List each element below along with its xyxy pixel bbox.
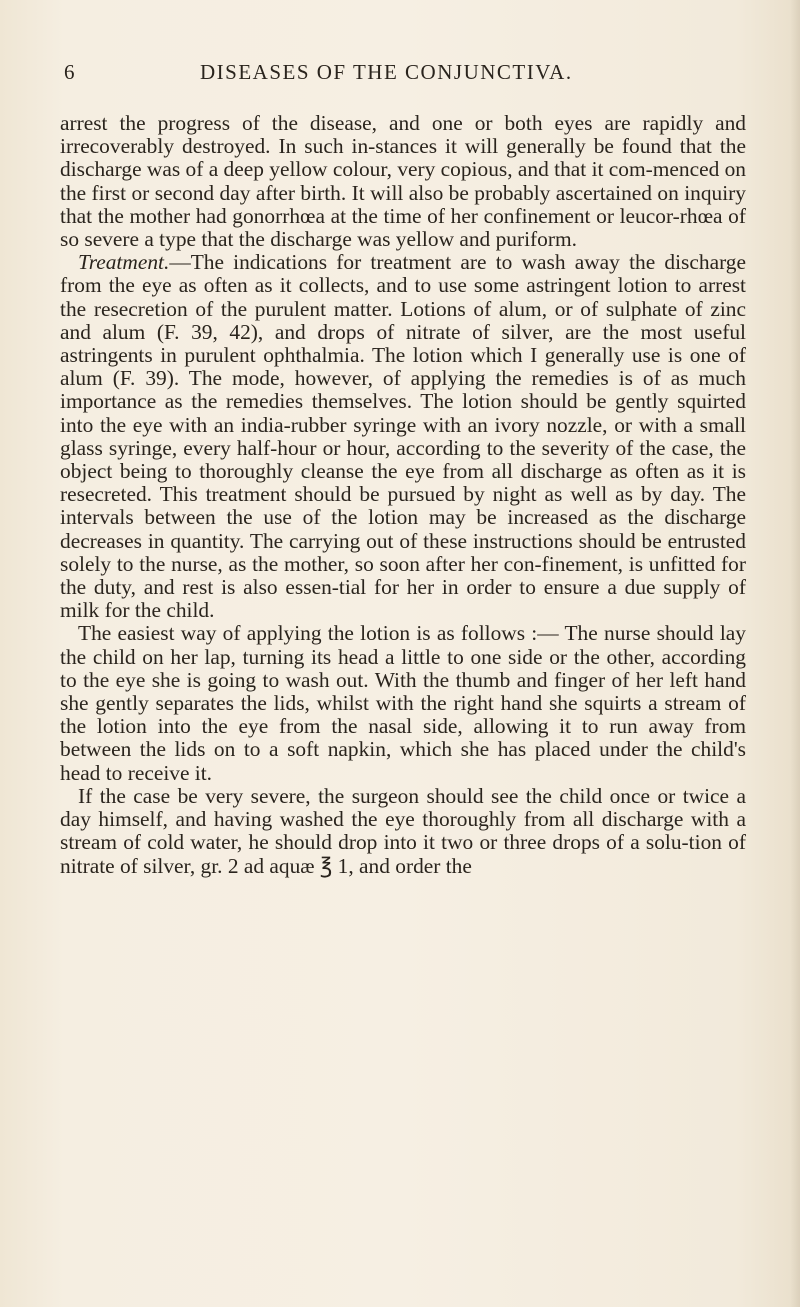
- paragraph-lotion-method: [60, 622, 746, 784]
- paragraph-severe-case: [60, 785, 746, 878]
- running-title: DISEASES OF THE CONJUNCTIVA.: [200, 60, 573, 84]
- page-number: 6: [64, 60, 75, 84]
- section-heading-treatment: Treatment.: [78, 250, 170, 275]
- paragraph-continuation: [60, 112, 746, 251]
- paragraph-text: —The indications for treatment are to wash away the discharge from the eye as often as it collects, and to use some astringent lotion to arrest the resecretion of the purulent matter. Lotions of alum, or of sulphate of zinc and alum (F. 39, 42), and drops of nitrate of silver, are the most useful astringents in purulent ophthalmia. The lotion which I generally use is one of alum (F. 39). The mode, however, of applying the remedies is of as much importance as the remedies themselves. The lotion should be gently squirted into the eye with an india-rubber syringe with an ivory nozzle, or with a small glass syringe, every half-hour or hour, according to the severity of the case, the object being to thoroughly cleanse the eye from all discharge as often as it is resecreted. This treatment should be pursued by night as well as by day. The intervals between the use of the lotion may be increased as the discharge decreases in quantity. The carrying out of these instructions should be entrusted solely to the nurse, as the mother, so soon after her con-finement, is unfitted for the duty, and rest is also essen-tial for her in order to ensure a due supply of milk for the child.: [60, 250, 746, 623]
- paragraph-text: If the case be very severe, the surgeon should see the child once or twice a day himself, and having washed the eye thoroughly from all discharge with a stream of cold water, he should drop into it two or three drops of a solu-tion of nitrate of silver, gr. 2 ad aquæ ℥ 1, and order the: [60, 783, 746, 878]
- page-edge-shadow: [790, 0, 800, 1307]
- body-text: [60, 112, 746, 878]
- running-head: [52, 60, 752, 86]
- paragraph-treatment: [60, 251, 746, 622]
- paragraph-text: arrest the progress of the disease, and one or both eyes are rapidly and irrecoverably destroyed. In such in-stances it will generally be found that the discharge was of a deep yellow colour, very copious, and that it com-menced on the first or second day after birth. It will also be probably ascertained on inquiry that the mother had gonorrhœa at the time of her confinement or leucor-rhœa of so severe a type that the discharge was yellow and puriform.: [60, 111, 747, 252]
- paragraph-text: The easiest way of applying the lotion is as follows :— The nurse should lay the child on her lap, turning its head a little to one side or the other, according to the eye she is going to wash out. With the thumb and finger of her left hand she gently separates the lids, whilst with the right hand she squirts a stream of the lotion into the eye from the nasal side, allowing it to run away from between the lids on to a soft napkin, which she has placed under the child's head to receive it.: [60, 621, 746, 785]
